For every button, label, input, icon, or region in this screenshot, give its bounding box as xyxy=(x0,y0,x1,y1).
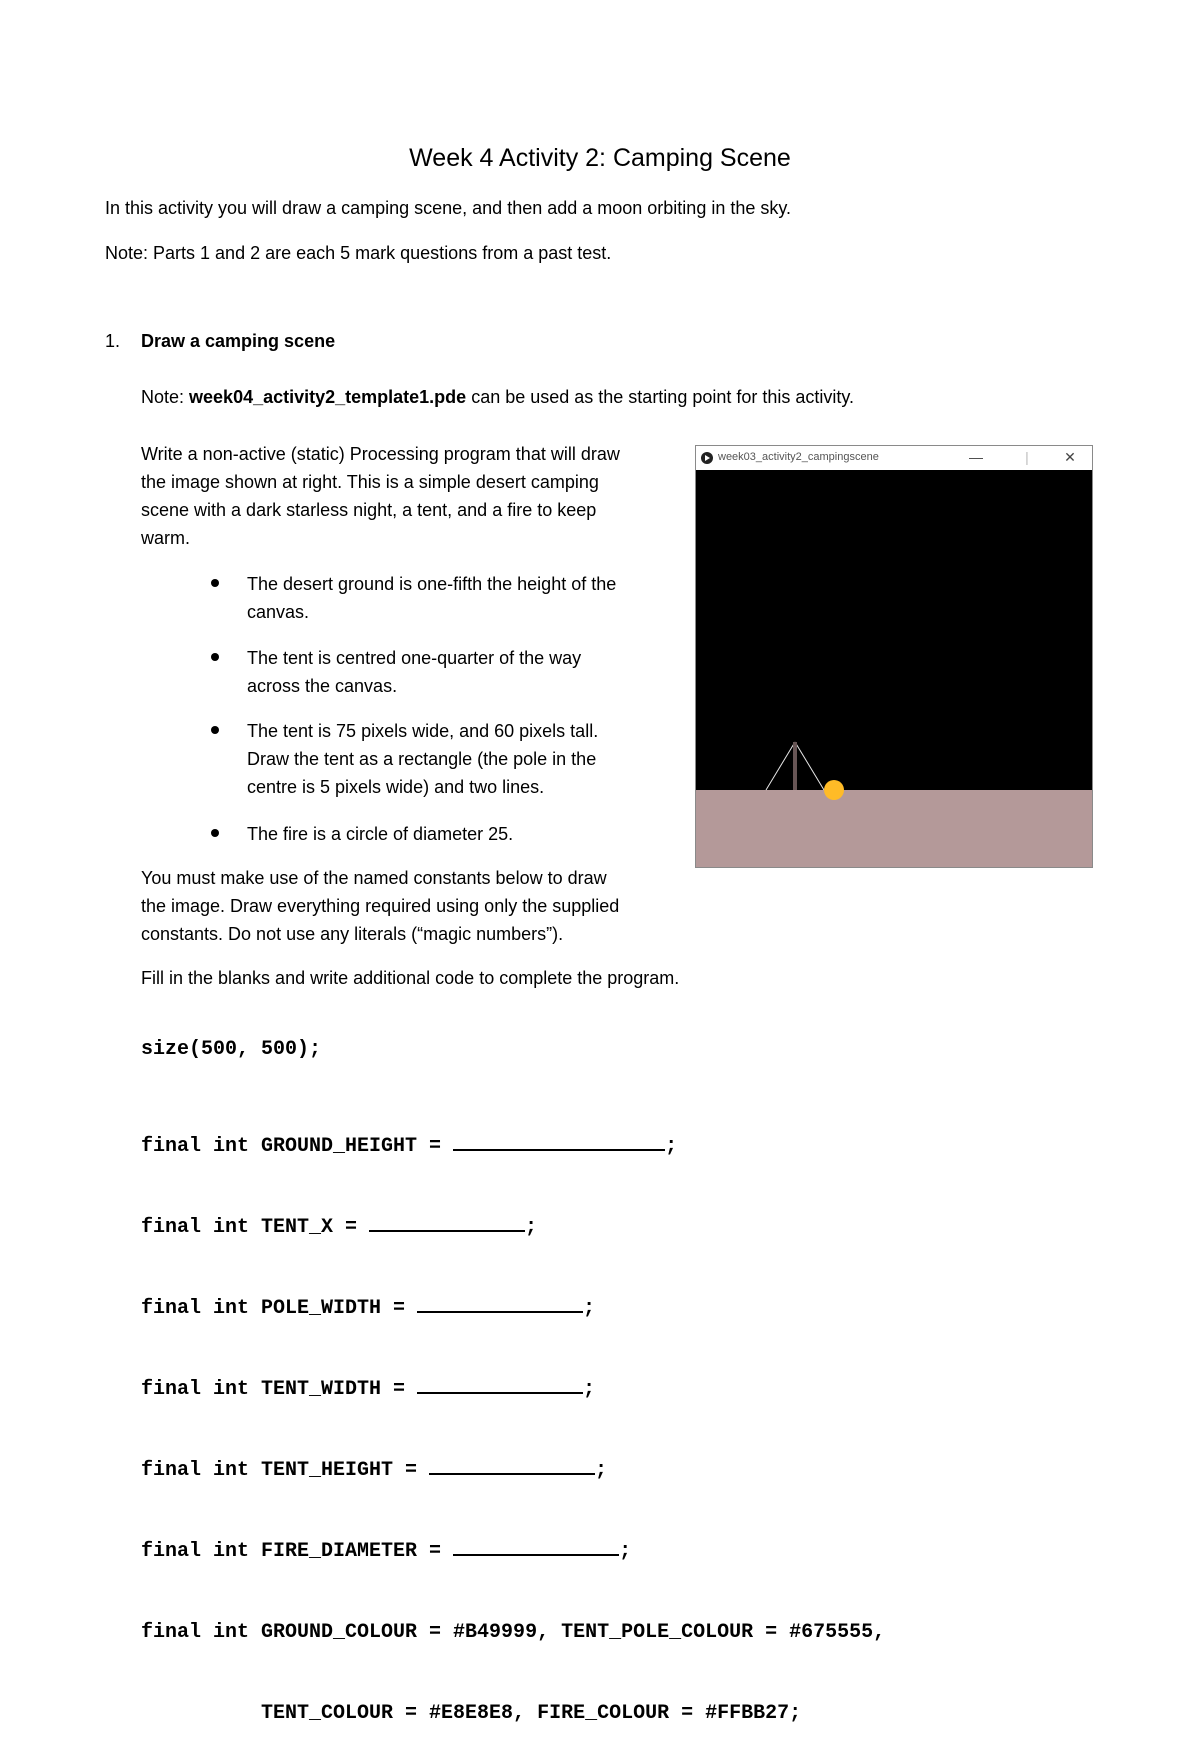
code-line-tent-height xyxy=(141,1457,885,1484)
fill-in-instruction: Fill in the blanks and write additional code to complete the program. xyxy=(141,968,680,988)
bullet-line: The fire is a circle of diameter 25. xyxy=(247,824,514,844)
template-note-suffix: can be used as the starting point for this activity. xyxy=(466,387,855,407)
paragraph-line: You must make use of the named constants below to draw xyxy=(141,868,607,888)
paragraph-line: the image. Draw everything required using only the supplied xyxy=(141,896,620,916)
bullet-item xyxy=(247,644,581,700)
desert-ground xyxy=(696,790,1092,867)
bullet-item xyxy=(247,820,513,848)
code-line-tent-x xyxy=(141,1214,885,1241)
bullet-icon xyxy=(211,829,219,837)
processing-play-icon xyxy=(701,452,713,464)
answer-blank[interactable] xyxy=(453,1135,665,1151)
code-text: ; xyxy=(583,1378,596,1401)
tent-pole xyxy=(793,742,797,790)
code-text: final int GROUND_HEIGHT = xyxy=(141,1135,454,1158)
bullet-line: centre is 5 pixels wide) and two lines. xyxy=(247,777,545,797)
answer-blank[interactable] xyxy=(453,1540,619,1556)
bullet-icon xyxy=(211,726,219,734)
answer-blank[interactable] xyxy=(417,1297,583,1313)
bullet-line: The tent is centred one-quarter of the way xyxy=(247,648,582,668)
answer-blank[interactable] xyxy=(417,1378,583,1394)
code-text: ; xyxy=(525,1216,538,1239)
section-heading: Draw a camping scene xyxy=(141,331,336,351)
bullet-line: The tent is 75 pixels wide, and 60 pixels tall. xyxy=(247,721,599,741)
code-text: final int TENT_HEIGHT = xyxy=(141,1459,430,1482)
bullet-line: across the canvas. xyxy=(247,676,398,696)
description-line: warm. xyxy=(141,528,190,548)
template-note xyxy=(141,383,854,411)
window-titlebar xyxy=(696,446,1092,470)
code-line-pole-width xyxy=(141,1295,885,1322)
note-text: Note: Parts 1 and 2 are each 5 mark questions from a past test. xyxy=(105,243,612,263)
description xyxy=(141,440,620,552)
code-text: ; xyxy=(619,1540,632,1563)
constants-paragraph xyxy=(141,864,619,948)
code-text: ; xyxy=(665,1135,678,1158)
description-line: the image shown at right. This is a simple desert camping xyxy=(141,472,599,492)
bullet-line: canvas. xyxy=(247,602,310,622)
bullet-item xyxy=(247,570,616,626)
processing-window xyxy=(695,445,1093,868)
code-line-colours-1: final int GROUND_COLOUR = #B49999, TENT_POLE_COLOUR = #675555, xyxy=(141,1621,886,1644)
window-title: week03_activity2_campingscene xyxy=(718,451,879,463)
description-line: Write a non-active (static) Processing program that will draw xyxy=(141,444,620,464)
code-text: ; xyxy=(583,1297,596,1320)
code-text: final int FIRE_DIAMETER = xyxy=(141,1540,454,1563)
code-line-fire-diameter xyxy=(141,1538,885,1565)
bullet-item xyxy=(247,717,598,801)
bullet-icon xyxy=(211,579,219,587)
bullet-line: Draw the tent as a rectangle (the pole in the xyxy=(247,749,597,769)
bullet-line: The desert ground is one-fifth the height of the xyxy=(247,574,617,594)
description-line: scene with a dark starless night, a tent, and a fire to keep xyxy=(141,500,597,520)
page-title: Week 4 Activity 2: Camping Scene xyxy=(409,144,791,172)
paragraph-line: constants. Do not use any literals (“magic numbers”). xyxy=(141,924,564,944)
minimize-button[interactable]: — xyxy=(969,449,983,465)
intro-text: In this activity you will draw a camping scene, and then add a moon orbiting in the sky. xyxy=(105,198,792,218)
maximize-button[interactable]: | xyxy=(1025,449,1029,465)
campfire xyxy=(824,780,844,800)
template-filename: week04_activity2_template1.pde xyxy=(189,387,467,407)
code-text: final int TENT_X = xyxy=(141,1216,370,1239)
code-line-colours-2: TENT_COLOUR = #E8E8E8, FIRE_COLOUR = #FFBB27; xyxy=(141,1702,802,1725)
section-number: 1. xyxy=(105,331,121,351)
answer-blank[interactable] xyxy=(369,1216,525,1232)
code-declarations xyxy=(141,1079,885,1754)
code-size-line: size(500, 500); xyxy=(141,1038,322,1061)
answer-blank[interactable] xyxy=(429,1459,595,1475)
template-note-prefix: Note: xyxy=(141,387,190,407)
close-button[interactable]: ✕ xyxy=(1064,449,1076,465)
bullet-icon xyxy=(211,653,219,661)
code-text: final int TENT_WIDTH = xyxy=(141,1378,418,1401)
code-line-tent-width xyxy=(141,1376,885,1403)
camping-scene-canvas xyxy=(696,470,1092,867)
code-text: ; xyxy=(595,1459,608,1482)
code-line-ground-height xyxy=(141,1133,885,1160)
code-text: final int POLE_WIDTH = xyxy=(141,1297,418,1320)
